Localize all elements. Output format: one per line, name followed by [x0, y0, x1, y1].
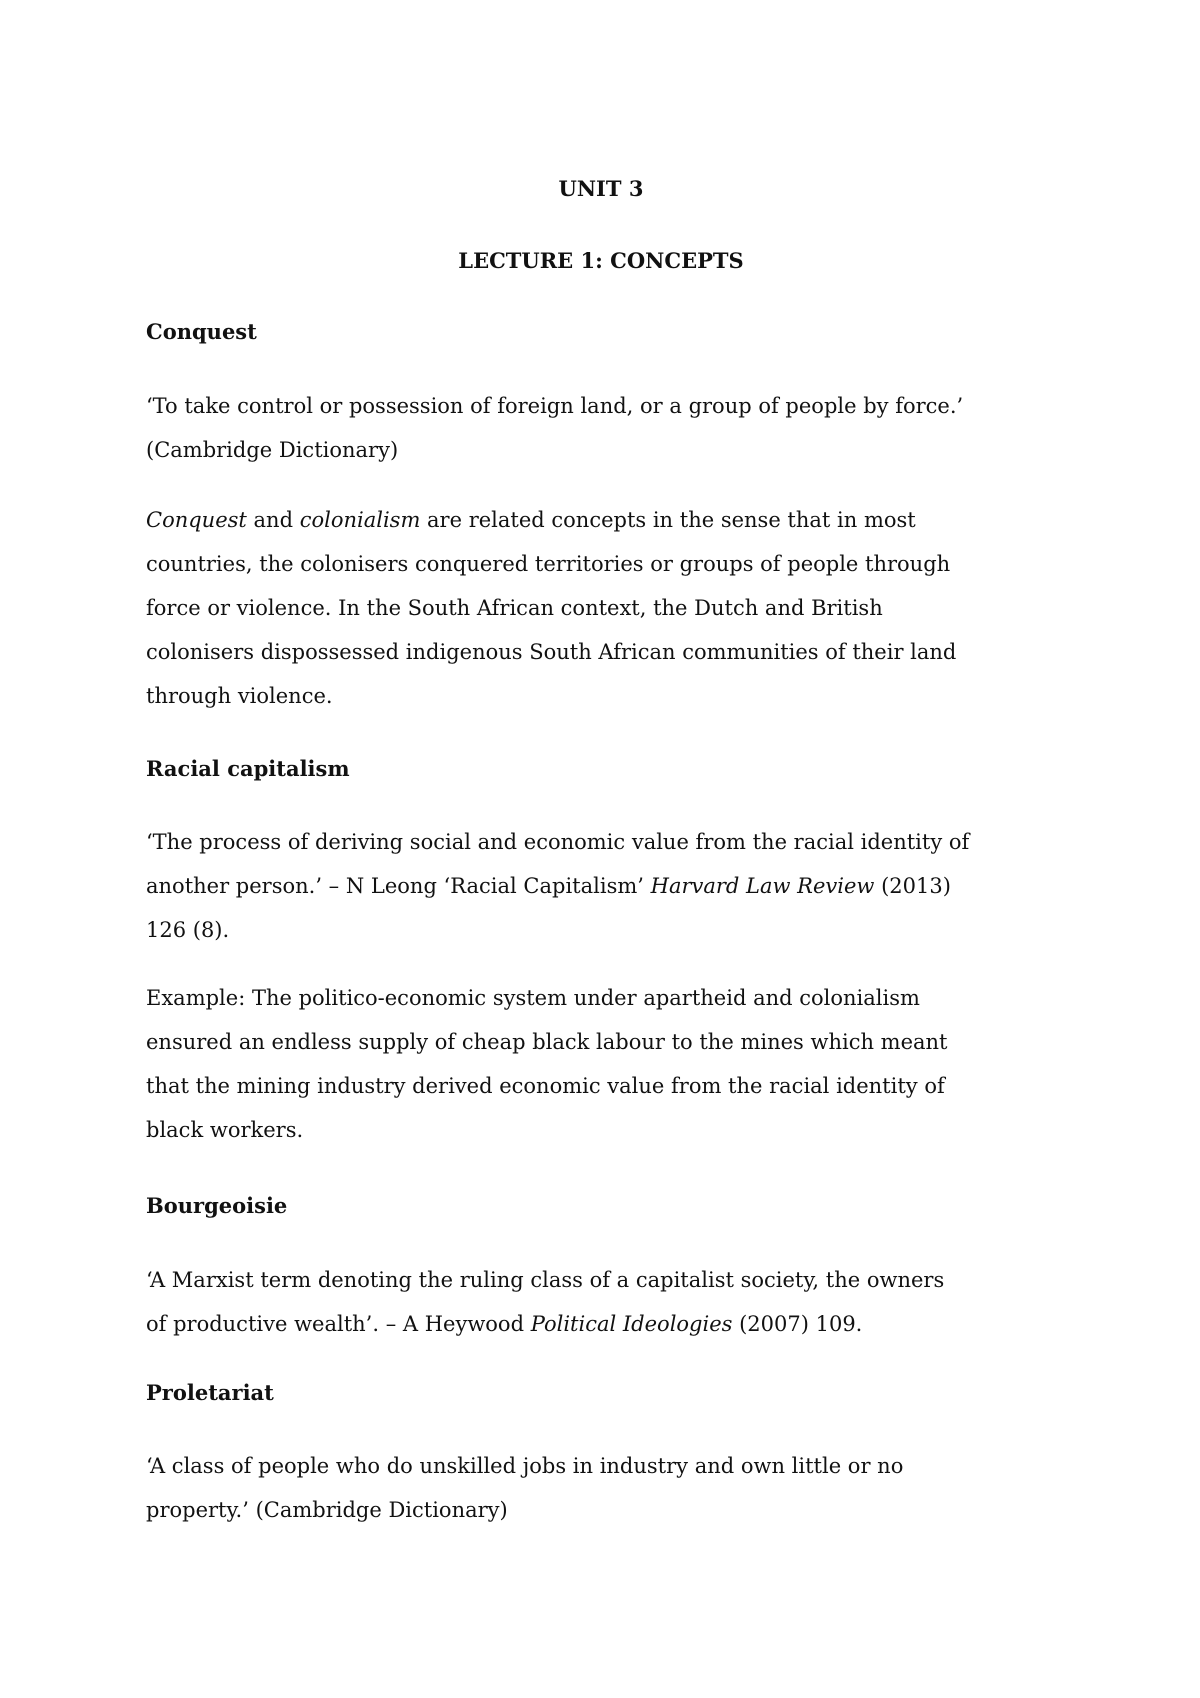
bourgeoisie-definition-line [146, 1302, 1076, 1346]
example-line: that the mining industry derived economic value from the racial identity of [146, 1074, 945, 1098]
racial-capitalism-definition-line [146, 864, 1076, 908]
conquest-definition-line: ‘To take control or possession of foreign land, or a group of people by force.’ [146, 394, 964, 418]
conquest-line1-rest: are related concepts in the sense that in most [420, 508, 916, 532]
proletariat-definition-line: property.’ (Cambridge Dictionary) [146, 1498, 508, 1522]
bourgeoisie-definition [146, 1258, 1076, 1346]
conquest-paragraph-line: countries, the colonisers conquered territories or groups of people through [146, 552, 951, 576]
conquest-paragraph-line: force or violence. In the South African context, the Dutch and British [146, 596, 883, 620]
citation-year: (2007) 109. [732, 1312, 863, 1336]
racial-capitalism-definition [146, 820, 1076, 952]
example-line: black workers. [146, 1118, 304, 1142]
bourgeoisie-heading: Bourgeoisie [146, 1193, 288, 1218]
citation-prefix: another person.’ – N Leong ‘Racial Capitalism’ [146, 874, 651, 898]
journal-title: Harvard Law Review [650, 874, 875, 898]
proletariat-definition [146, 1444, 1076, 1532]
unit-title: UNIT 3 [558, 176, 644, 201]
racial-capitalism-example [146, 976, 1076, 1152]
conquest-definition-line: (Cambridge Dictionary) [146, 438, 399, 462]
racial-capitalism-heading: Racial capitalism [146, 756, 350, 781]
conquest-heading: Conquest [146, 319, 257, 344]
book-title: Political Ideologies [530, 1312, 733, 1336]
conquest-connector: and [246, 508, 300, 532]
racial-capitalism-definition-line: 126 (8). [146, 918, 230, 942]
conquest-definition [146, 384, 1076, 472]
racial-capitalism-definition-line: ‘The process of deriving social and economic value from the racial identity of [146, 830, 970, 854]
conquest-term: Conquest [146, 508, 247, 532]
colonialism-term: colonialism [299, 508, 421, 532]
conquest-paragraph-line: colonisers dispossessed indigenous South African communities of their land [146, 640, 957, 664]
conquest-paragraph-line [146, 498, 1076, 542]
example-line: Example: The politico-economic system under apartheid and colonialism [146, 986, 920, 1010]
proletariat-definition-line: ‘A class of people who do unskilled jobs in industry and own little or no [146, 1454, 904, 1478]
example-line: ensured an endless supply of cheap black labour to the mines which meant [146, 1030, 948, 1054]
conquest-paragraph [146, 498, 1076, 718]
conquest-paragraph-line: through violence. [146, 684, 333, 708]
lecture-title: LECTURE 1: CONCEPTS [458, 248, 744, 273]
citation-year: (2013) [874, 874, 951, 898]
bourgeoisie-definition-line: ‘A Marxist term denoting the ruling class of a capitalist society, the owners [146, 1268, 945, 1292]
citation-prefix: of productive wealth’. – A Heywood [146, 1312, 531, 1336]
proletariat-heading: Proletariat [146, 1380, 274, 1405]
